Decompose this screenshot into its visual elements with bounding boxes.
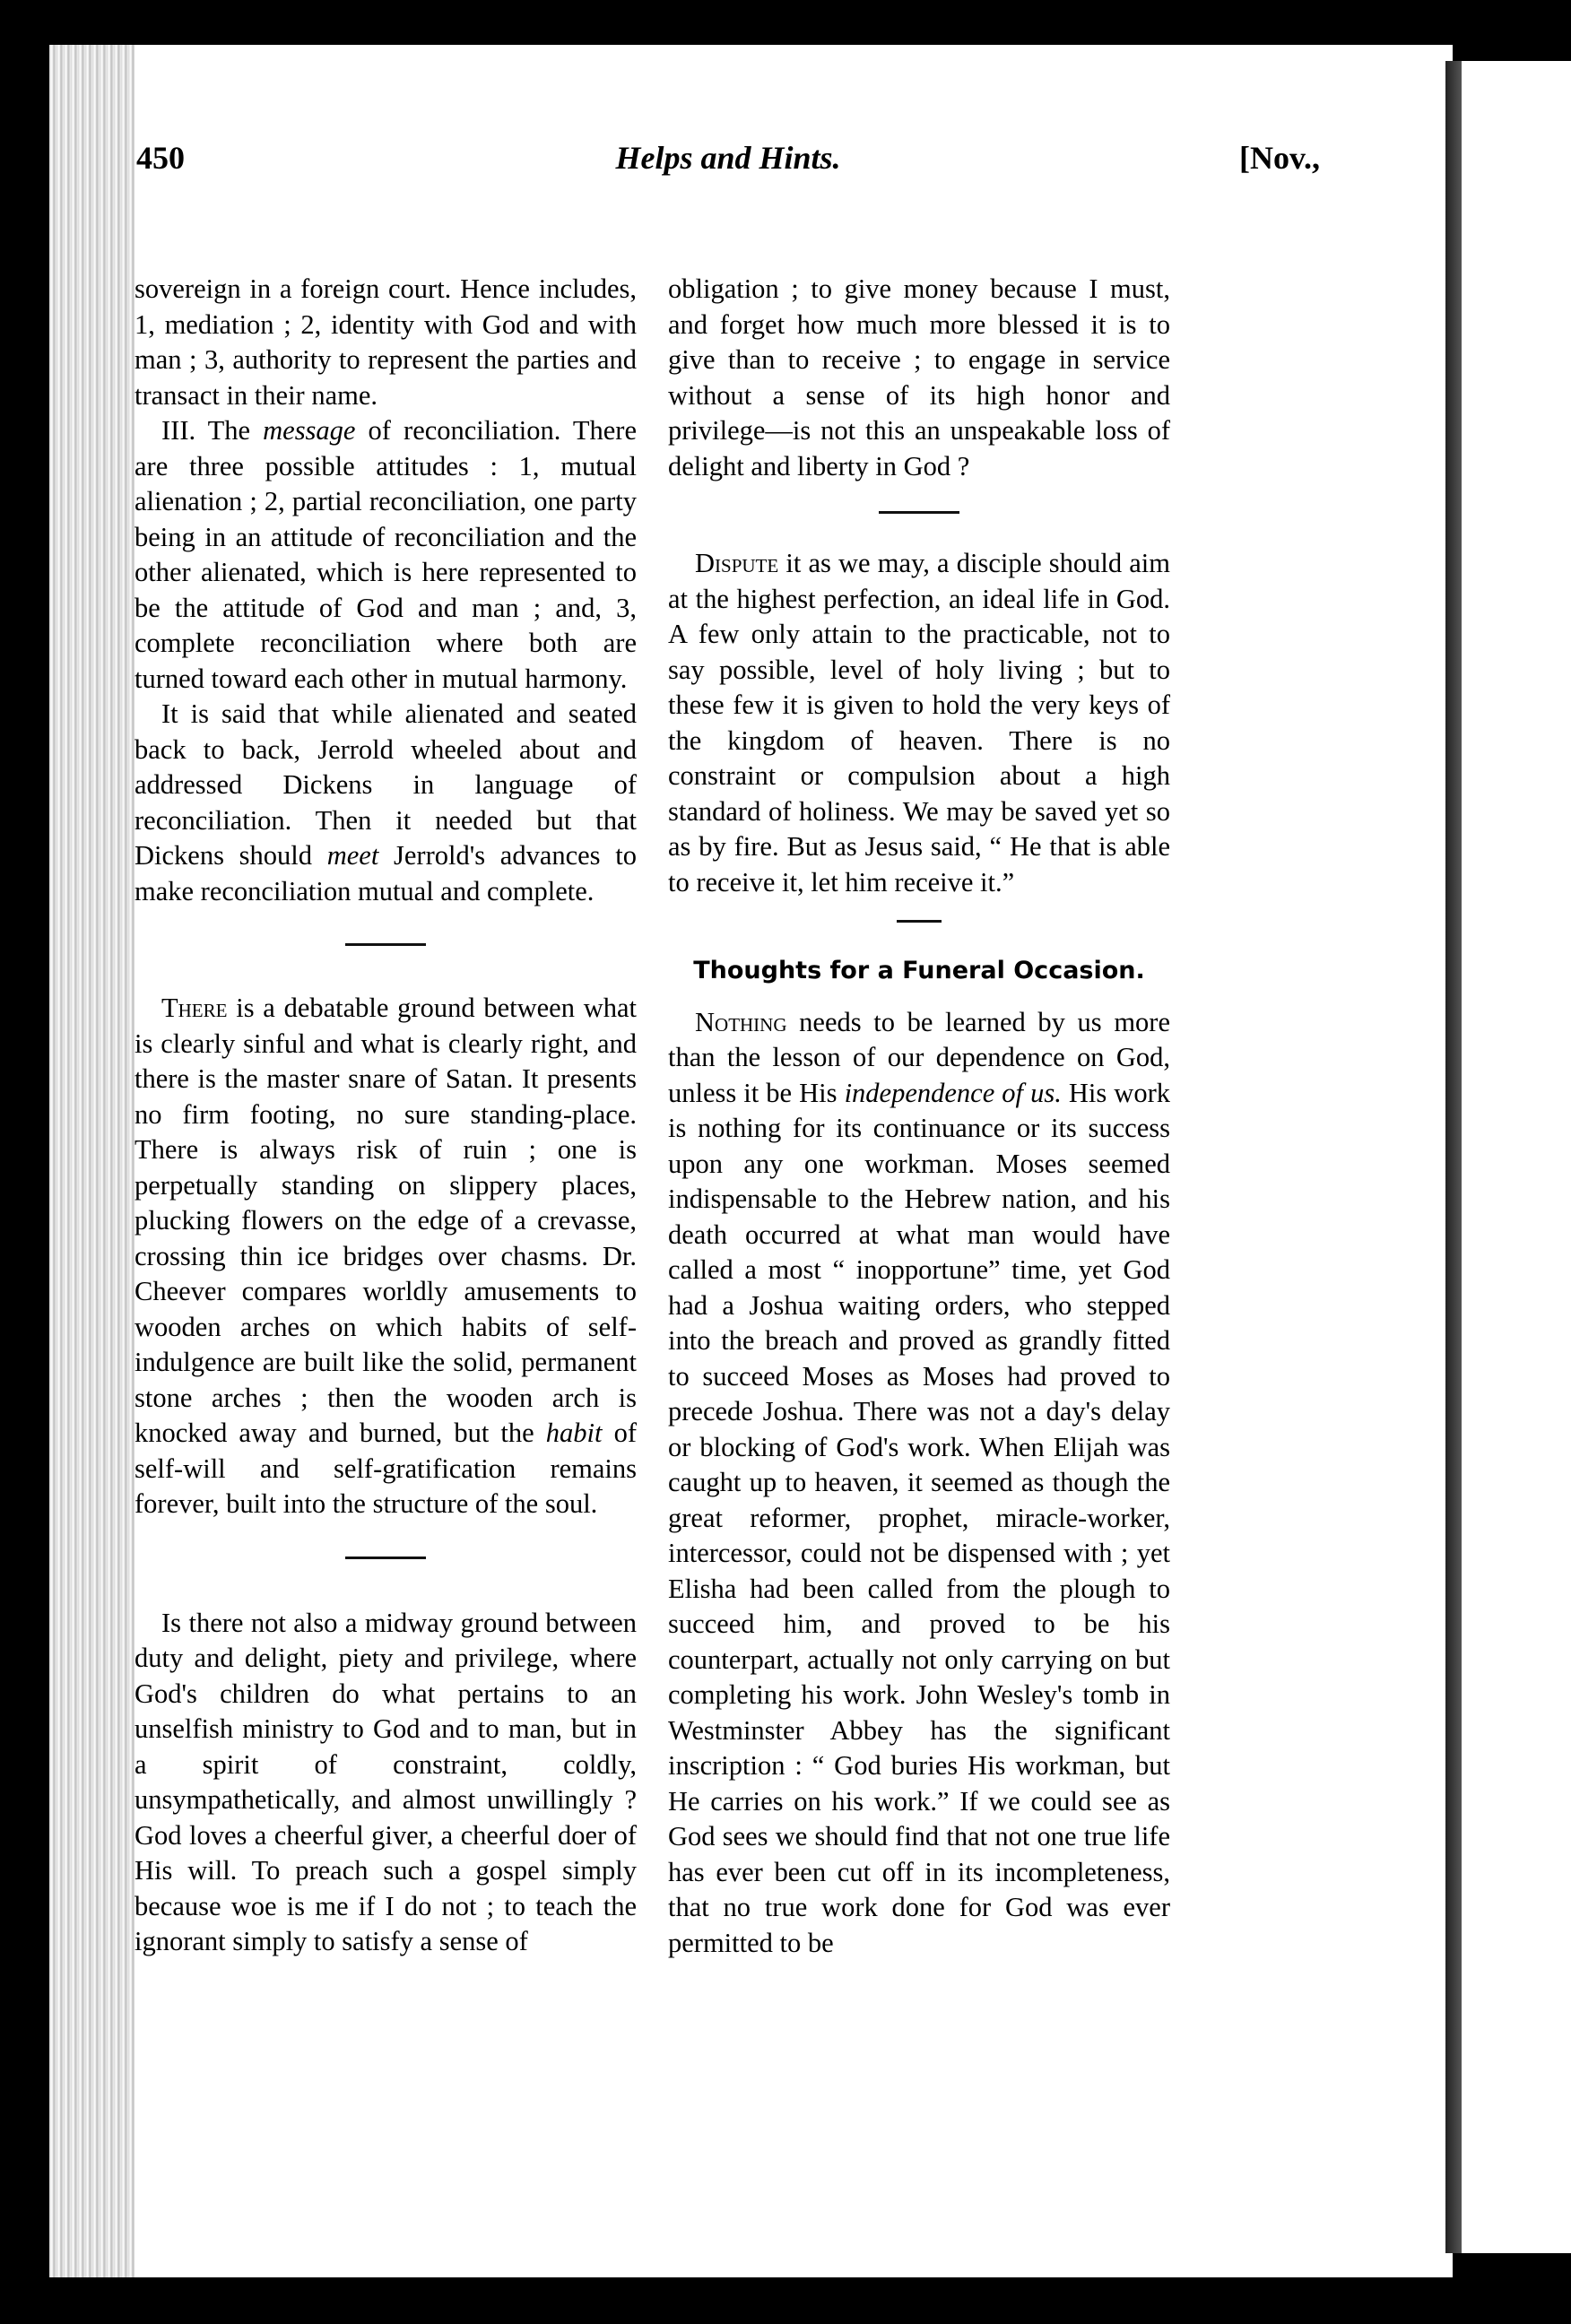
paragraph-dispute-rest: it as we may, a disciple should aim at the highest perfection, an ideal life in God. A few only attain to the practicable, not to say possible, level of holy living ; but to these few it is given to hold the very keys of the kingdom of heaven. There is no constraint or compulsion about a high standard of holiness. We may be saved yet so as by fire. But as Jesus said, “ He that is able to receive it, let him receive it.” — [668, 548, 1170, 898]
lead-word-dispute: Dispute — [695, 548, 779, 578]
section-divider — [345, 943, 426, 946]
paragraph-dependence-b: His work is nothing for its continuance or its success upon any one workman. Moses seemed indispensable to the Hebrew nation, and his death occurred at what man would have called a most “ inopportune” time, yet God had a Joshua waiting orders, who stepped into the breach and proved as grandly fitted to succeed Moses as Moses had proved to precede Joshua. There was not a day's delay or blocking of God's work. When Elijah was caught up to heaven, it seemed as though the great reformer, prophet, miracle-worker, intercessor, could not be dispensed with ; yet Elisha had been called from the plough to succeed him, and proved to be his counterpart, actually not only carrying on but completing his work. John Wesley's tomb in Westminster Abbey has the significant inscription : “ God buries His workman, but He carries on his work.” If we could see as God sees we should find that not one true life has ever been cut off in its incompleteness, that no true work done for God was ever permitted to be — [668, 1077, 1170, 1958]
gutter-shadow — [1445, 61, 1462, 2253]
section-divider — [345, 1557, 426, 1559]
lead-word-nothing: Nothing — [695, 1006, 787, 1037]
facing-page-edge — [1462, 61, 1571, 2253]
paragraph-message-prefix: III. The — [161, 415, 264, 446]
book-page-edges — [49, 45, 135, 2277]
running-title: Helps and Hints. — [615, 140, 841, 176]
paragraph-jerrold — [135, 697, 637, 909]
running-head — [136, 139, 1320, 202]
paragraph-message-rest: of reconciliation. There are three possible attitudes : 1, mutual alienation ; 2, partial reconciliation, one party being in an attitude of reconciliation and the other alienated, which is here represented to be the attitude of God and man ; and, 3, complete reconciliation where both are turned toward each other in mutual harmony. — [135, 415, 637, 694]
paragraph-debatable-b: of self-will and self-gratification remains forever, built into the structure of the soul. — [135, 1418, 637, 1519]
paragraph-midway-ground: Is there not also a midway ground between duty and delight, piety and privilege, where God's children do what pertains to an unselfish ministry to God and to man, but in a spirit of constraint, coldly, unsympathetically, and almost unwillingly ? God loves a cheerful giver, a cheerful doer of His will. To preach such a gospel simply because woe is me if I do not ; to teach the ignorant simply to satisfy a sense of — [135, 1607, 637, 1956]
lead-word-there: There — [161, 993, 228, 1023]
paragraph-dispute — [668, 546, 1170, 900]
running-date: [Nov., — [1239, 140, 1320, 176]
right-column — [668, 272, 1170, 1961]
paragraph-message — [135, 413, 637, 697]
section-divider — [879, 511, 959, 514]
emphasis-message: message — [263, 415, 356, 446]
paragraph-debatable-a: is a debatable ground between what is clearly sinful and what is clearly right, and there is the master snare of Satan. It presents no firm footing, no sure standing-place. There is always risk of ruin ; one is perpetually standing on slippery places, plucking flowers on the edge of a crevasse, crossing thin ice bridges over chasms. Dr. Cheever compares worldly amusements to wooden arches on which habits of self-indulgence are built like the solid, permanent stone arches ; then the wooden arch is knocked away and burned, but the — [135, 993, 637, 1448]
paragraph-jerrold-a: It is said that while alienated and seated back to back, Jerrold wheeled about and addressed Dickens in language of reconciliation. Then it needed but that Dickens should — [135, 698, 637, 871]
emphasis-meet: meet — [326, 840, 379, 871]
page-number: 450 — [136, 140, 185, 176]
paragraph-dependence — [668, 1005, 1170, 1962]
section-divider — [897, 920, 942, 923]
section-heading: Thoughts for a Funeral Occasion. — [693, 957, 1145, 984]
paragraph-dependence-a: needs to be learned by us more than the lesson of our dependence on God, unless it be His — [668, 1006, 1170, 1108]
paragraph-obligation: obligation ; to give money because I must, and forget how much more blessed it is to give than to receive ; to engage in service without a sense of its high honor and privilege—is not this an unspeakable loss of delight and liberty in God ? — [668, 273, 1170, 481]
emphasis-independence: independence of us. — [844, 1077, 1062, 1108]
left-column — [135, 272, 637, 1960]
emphasis-habit: habit — [545, 1418, 603, 1448]
paragraph-jerrold-b: Jerrold's advances to make reconciliation mutual and complete. — [135, 840, 637, 906]
paragraph-debatable-ground — [135, 991, 637, 1522]
paragraph-ambassador: sovereign in a foreign court. Hence includes, 1, mediation ; 2, identity with God and with man ; 3, authority to represent the parties and transact in their name. — [135, 273, 637, 411]
